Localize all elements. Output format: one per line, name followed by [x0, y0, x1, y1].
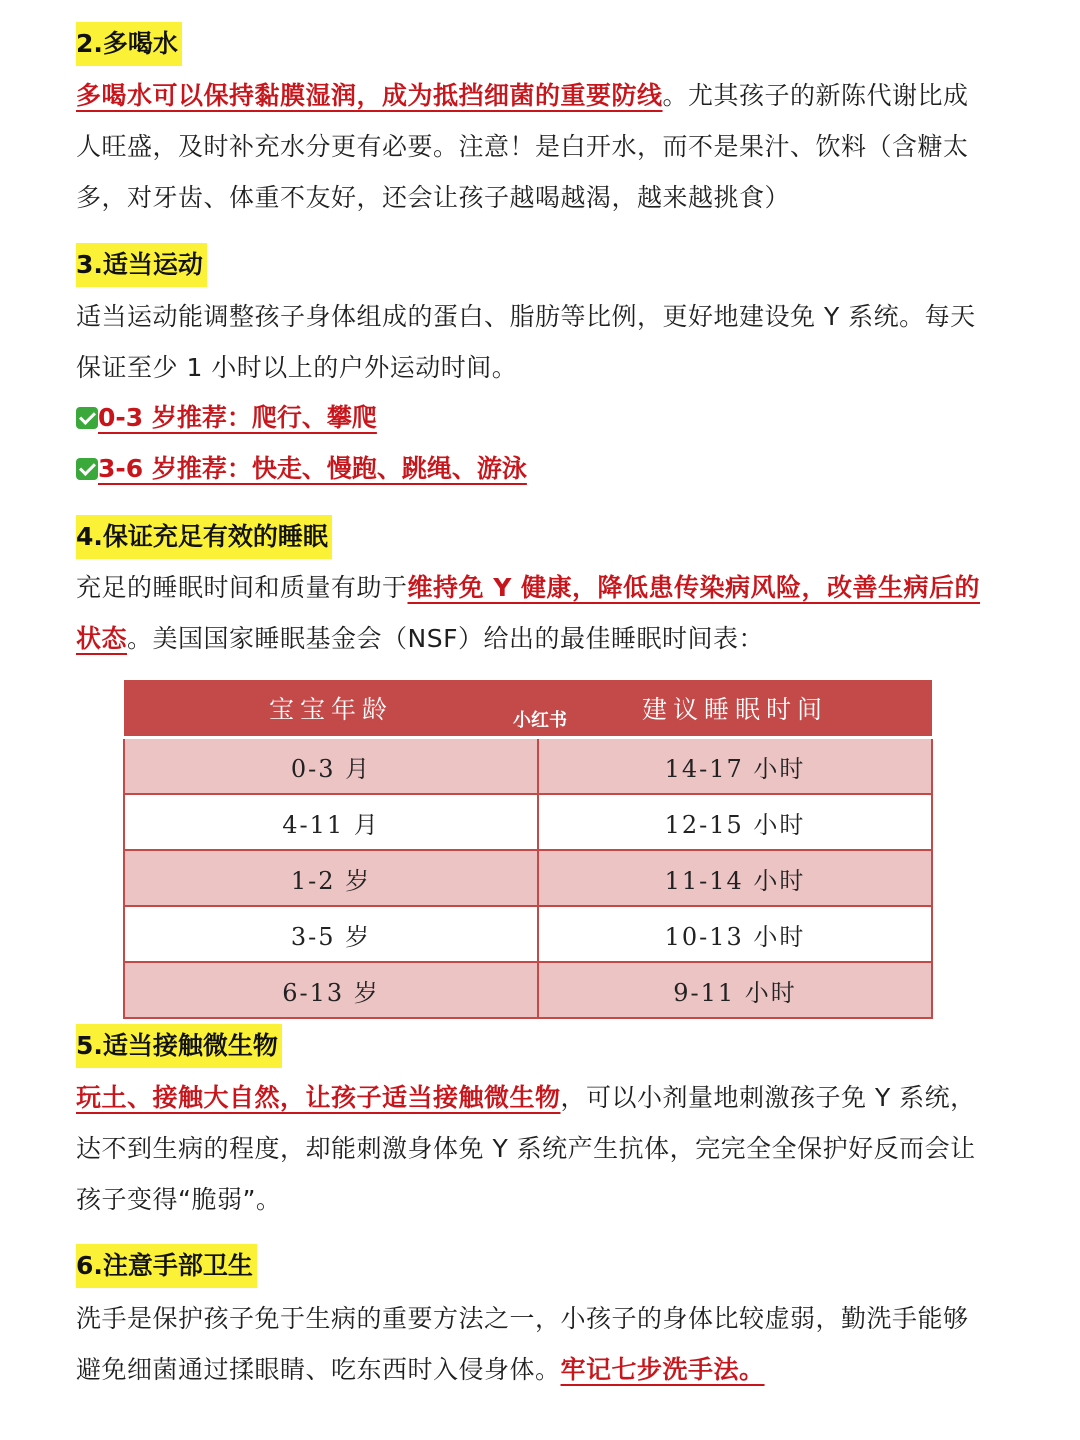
highlighted-text: 维持免 Y 健康，降低患传染病风险，改善生病后的状态: [76, 573, 981, 653]
cell-age: 1-2 岁: [124, 850, 538, 906]
paragraph-text: 。美国国家睡眠基金会（NSF）给出的最佳睡眠时间表：: [127, 624, 764, 653]
table-row: [124, 906, 932, 962]
section-heading-drink-water: 2.多喝水: [76, 22, 182, 66]
watermark-text: 小红书: [513, 710, 567, 731]
check-mark-icon: [76, 458, 98, 480]
section-heading-hand-hygiene: 6.注意手部卫生: [76, 1244, 257, 1288]
highlighted-text: 牢记七步洗手法。: [560, 1355, 765, 1384]
check-mark-icon: [76, 407, 98, 429]
section-heading-sleep: 4.保证充足有效的睡眠: [76, 515, 332, 559]
cell-age: 0-3 月: [124, 738, 538, 795]
table-row: [124, 738, 932, 795]
recommendation-item: [76, 447, 527, 491]
paragraph-text: 。尤其孩子的新陈代谢比成人旺盛，及时补充水分更有必要。注意！是白开水，而不是果汁、饮料（含糖太多，对牙齿、体重不友好，还会让孩子越喝越渴，越来越挑食）: [76, 81, 969, 212]
section-heading-exercise: 3.适当运动: [76, 243, 207, 287]
paragraph-text: 充足的睡眠时间和质量有助于: [76, 573, 408, 602]
section-paragraph-drink-water: [76, 70, 986, 223]
recommendation-text: 0-3 岁推荐：爬行、攀爬: [98, 403, 377, 432]
table-row: [124, 850, 932, 906]
table-row: [124, 794, 932, 850]
cell-age: 4-11 月: [124, 794, 538, 850]
cell-sleep-time: 12-15 小时: [538, 794, 932, 850]
cell-sleep-time: 9-11 小时: [538, 962, 932, 1018]
recommendation-text: 3-6 岁推荐：快走、慢跑、跳绳、游泳: [98, 454, 527, 483]
section-paragraph-hand-hygiene: [76, 1293, 986, 1395]
column-header-age: 宝宝年龄: [124, 680, 538, 738]
cell-sleep-time: 14-17 小时: [538, 738, 932, 795]
cell-age: 6-13 岁: [124, 962, 538, 1018]
column-header-sleep-time: 建议睡眠时间: [538, 680, 932, 738]
paragraph-text: 洗手是保护孩子免于生病的重要方法之一，小孩子的身体比较虚弱，勤洗手能够避免细菌通过揉眼睛、吃东西时入侵身体。: [76, 1304, 969, 1384]
cell-sleep-time: 10-13 小时: [538, 906, 932, 962]
section-paragraph-sleep: [76, 562, 986, 664]
cell-sleep-time: 11-14 小时: [538, 850, 932, 906]
highlighted-text: 多喝水可以保持黏膜湿润，成为抵挡细菌的重要防线: [76, 81, 663, 110]
recommendation-item: [76, 396, 377, 440]
paragraph-text: ，可以小剂量地刺激孩子免 Y 系统，达不到生病的程度，却能刺激身体免 Y 系统产生抗体，完完全全保护好反而会让孩子变得“脆弱”。: [76, 1083, 976, 1214]
cell-age: 3-5 岁: [124, 906, 538, 962]
highlighted-text: 玩土、接触大自然，让孩子适当接触微生物: [76, 1083, 561, 1112]
section-heading-microbes: 5.适当接触微生物: [76, 1024, 282, 1068]
table-row: [124, 962, 932, 1018]
section-paragraph-microbes: [76, 1072, 986, 1225]
section-paragraph-exercise: 适当运动能调整孩子身体组成的蛋白、脂肪等比例，更好地建设免 Y 系统。每天保证至少 1 小时以上的户外运动时间。: [76, 302, 976, 382]
